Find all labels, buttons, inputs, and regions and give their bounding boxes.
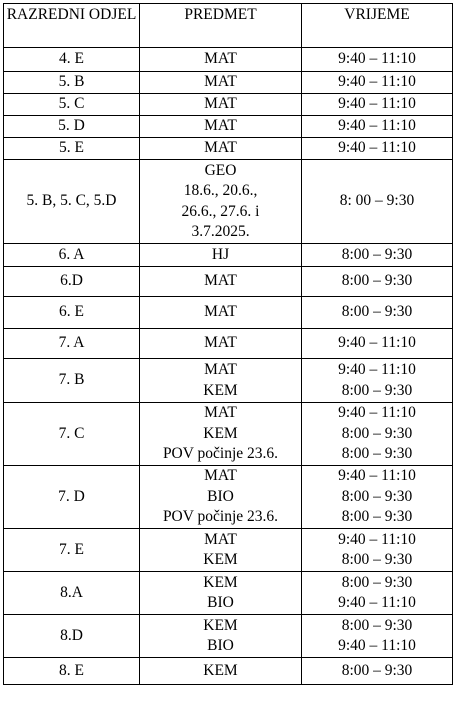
cell-vrijeme: [302, 297, 453, 329]
cell-odjel: 4. E: [4, 48, 140, 72]
cell-predmet: [140, 572, 302, 615]
cell-vrijeme: [302, 244, 453, 267]
vrijeme-line: 9:40 – 11:10: [338, 530, 416, 548]
vrijeme-line: 9:40 – 11:10: [338, 361, 416, 378]
cell-predmet: [140, 529, 302, 572]
predmet-line: MAT: [204, 530, 237, 548]
cell-odjel: 8.A: [4, 572, 140, 615]
cell-vrijeme: [302, 359, 453, 403]
predmet-line: KEM: [203, 661, 238, 679]
header-odjel: RAZREDNI ODJEL: [4, 4, 140, 48]
schedule-table: [3, 3, 453, 685]
vrijeme-line: 9:40 – 11:10: [338, 467, 416, 485]
cell-vrijeme: [302, 572, 453, 615]
cell-odjel: 5. E: [4, 138, 140, 160]
cell-odjel: 5. B: [4, 72, 140, 94]
vrijeme-line: 8:00 – 9:30: [341, 424, 413, 442]
vrijeme-line: 9:40 – 11:10: [338, 139, 416, 157]
table-row: [4, 297, 453, 329]
table-row: [4, 48, 453, 72]
table-row: [4, 572, 453, 615]
predmet-line: MAT: [204, 334, 237, 352]
predmet-line: MAT: [204, 139, 237, 157]
predmet-line: MAT: [204, 303, 237, 321]
vrijeme-line: 9:40 – 11:10: [338, 637, 416, 654]
cell-predmet: [140, 94, 302, 116]
cell-predmet: [140, 160, 302, 244]
cell-predmet: [140, 403, 302, 466]
cell-predmet: [140, 615, 302, 658]
cell-predmet: [140, 116, 302, 138]
predmet-line: MAT: [204, 467, 237, 485]
cell-odjel: 8. E: [4, 658, 140, 685]
cell-predmet: [140, 466, 302, 529]
header-vrijeme: VRIJEME: [302, 4, 453, 48]
cell-predmet: [140, 297, 302, 329]
cell-vrijeme: [302, 138, 453, 160]
predmet-line: GEO: [204, 161, 237, 179]
cell-odjel: 5. B, 5. C, 5.D: [4, 160, 140, 244]
cell-vrijeme: [302, 48, 453, 72]
predmet-line: MAT: [204, 361, 237, 378]
table-row: [4, 615, 453, 658]
header-predmet: PREDMET: [140, 4, 302, 48]
table-row: [4, 466, 453, 529]
vrijeme-line: 8:00 – 9:30: [341, 573, 413, 591]
cell-odjel: 8.D: [4, 615, 140, 658]
vrijeme-line: 8:00 – 9:30: [341, 551, 413, 568]
vrijeme-line: 9:40 – 11:10: [338, 404, 416, 422]
cell-odjel: 7. D: [4, 466, 140, 529]
table-row: [4, 658, 453, 685]
predmet-line: 18.6., 20.6.,: [183, 182, 258, 199]
vrijeme-line: 9:40 – 11:10: [338, 334, 416, 352]
cell-vrijeme: [302, 72, 453, 94]
vrijeme-line: 8:00 – 9:30: [341, 487, 413, 505]
predmet-line: BIO: [207, 594, 234, 611]
vrijeme-line: 8:00 – 9:30: [341, 445, 413, 463]
cell-odjel: 6.D: [4, 267, 140, 297]
vrijeme-line: 8:00 – 9:30: [341, 272, 413, 290]
cell-vrijeme: [302, 116, 453, 138]
predmet-line: POV počinje 23.6.: [162, 445, 279, 463]
table-row: [4, 359, 453, 403]
predmet-line: POV počinje 23.6.: [162, 508, 279, 526]
cell-odjel: 6. A: [4, 244, 140, 267]
cell-vrijeme: [302, 658, 453, 685]
vrijeme-line: 8:00 – 9:30: [341, 381, 413, 399]
schedule-body: [4, 48, 453, 685]
cell-predmet: [140, 267, 302, 297]
predmet-line: KEM: [203, 424, 238, 442]
predmet-line: BIO: [207, 487, 234, 505]
cell-vrijeme: [302, 529, 453, 572]
cell-vrijeme: [302, 94, 453, 116]
header-row: [4, 4, 453, 48]
cell-vrijeme: [302, 615, 453, 658]
cell-predmet: [140, 244, 302, 267]
cell-vrijeme: [302, 267, 453, 297]
predmet-line: 3.7.2025.: [191, 223, 250, 240]
cell-predmet: [140, 48, 302, 72]
cell-odjel: 5. D: [4, 116, 140, 138]
vrijeme-line: 9:40 – 11:10: [338, 73, 416, 91]
vrijeme-line: 9:40 – 11:10: [338, 594, 416, 611]
cell-vrijeme: [302, 160, 453, 244]
predmet-line: MAT: [204, 404, 237, 422]
table-row: [4, 138, 453, 160]
table-row: [4, 94, 453, 116]
vrijeme-line: 9:40 – 11:10: [338, 95, 416, 113]
predmet-line: MAT: [204, 272, 237, 290]
cell-odjel: 5. C: [4, 94, 140, 116]
cell-predmet: [140, 329, 302, 359]
cell-odjel: 6. E: [4, 297, 140, 329]
table-row: [4, 116, 453, 138]
vrijeme-line: 8: 00 – 9:30: [339, 192, 415, 210]
vrijeme-line: 9:40 – 11:10: [338, 50, 416, 68]
vrijeme-line: 9:40 – 11:10: [338, 117, 416, 135]
predmet-line: KEM: [203, 551, 238, 568]
cell-odjel: 7. C: [4, 403, 140, 466]
table-row: [4, 329, 453, 359]
predmet-line: KEM: [203, 616, 238, 634]
table-row: [4, 403, 453, 466]
table-row: [4, 72, 453, 94]
predmet-line: MAT: [204, 73, 237, 91]
cell-predmet: [140, 658, 302, 685]
vrijeme-line: 8:00 – 9:30: [341, 245, 413, 263]
vrijeme-line: 8:00 – 9:30: [341, 508, 413, 526]
cell-predmet: [140, 138, 302, 160]
cell-odjel: 7. E: [4, 529, 140, 572]
predmet-line: KEM: [203, 381, 238, 399]
predmet-line: MAT: [204, 95, 237, 113]
table-row: [4, 267, 453, 297]
predmet-line: 26.6., 27.6. i: [181, 202, 260, 220]
table-row: [4, 160, 453, 244]
table-row: [4, 244, 453, 267]
cell-vrijeme: [302, 403, 453, 466]
cell-odjel: 7. A: [4, 329, 140, 359]
vrijeme-line: 8:00 – 9:30: [341, 661, 413, 679]
vrijeme-line: 8:00 – 9:30: [341, 303, 413, 321]
cell-odjel: 7. B: [4, 359, 140, 403]
cell-predmet: [140, 359, 302, 403]
predmet-line: BIO: [207, 637, 234, 654]
predmet-line: HJ: [211, 245, 230, 263]
cell-predmet: [140, 72, 302, 94]
cell-vrijeme: [302, 466, 453, 529]
predmet-line: KEM: [203, 573, 238, 591]
table-row: [4, 529, 453, 572]
predmet-line: MAT: [204, 50, 237, 68]
predmet-line: MAT: [204, 117, 237, 135]
cell-vrijeme: [302, 329, 453, 359]
vrijeme-line: 8:00 – 9:30: [341, 616, 413, 634]
